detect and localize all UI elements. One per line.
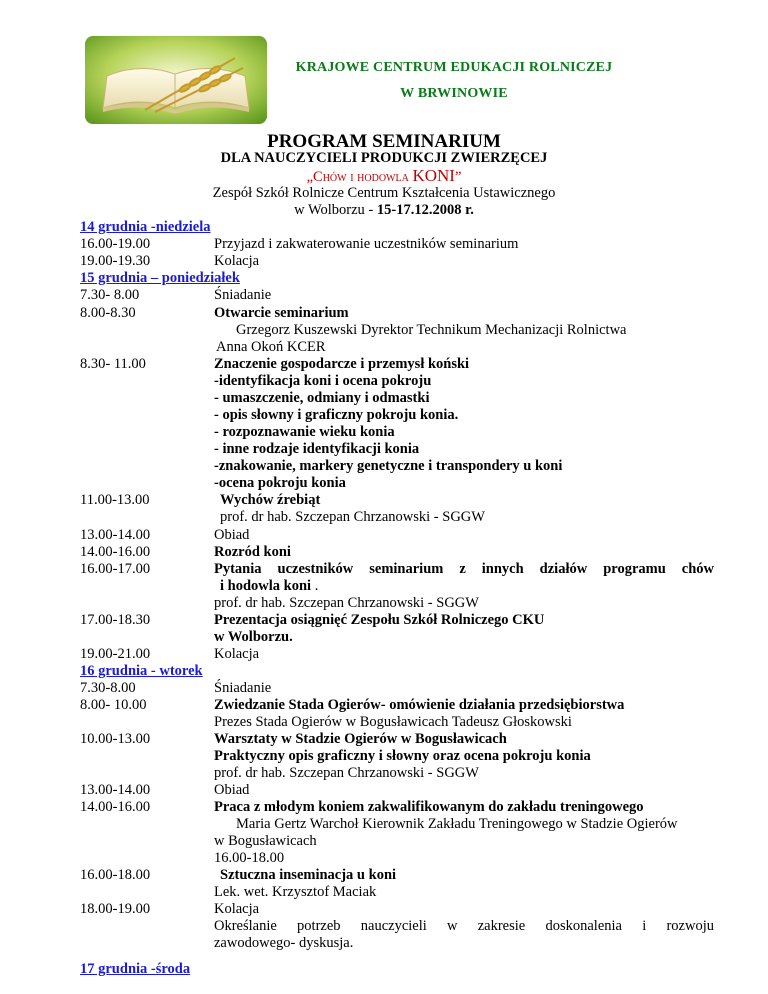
day-heading[interactable]: 15 grudnia – poniedziałek [80,270,240,286]
schedule-row: 10.00-13.00 Warsztaty w Stadzie Ogierów w Bogusławicach [80,731,507,747]
topic-open-quote: „ [306,169,314,185]
seminar-dates: 15-17.12.2008 r. [376,202,474,218]
schedule-row: prof. dr hab. Szczepan Chrzanowski - SGGW [220,509,485,525]
schedule-row: 18.00-19.00 Kolacja [80,901,260,917]
schedule-row: - umaszczenie, odmiany i odmastki [214,390,430,406]
schedule-row: 11.00-13.00 Wychów źrebiąt [80,492,321,508]
schedule-row: Anna Okoń KCER [216,339,326,355]
topic-close-quote: ” [454,169,462,185]
schedule-row: Prezes Stada Ogierów w Bogusławicach Tadeusz Głoskowski [214,714,572,730]
schedule-row: 16.00-17.00 [80,561,151,577]
schedule-row: 16.00-19.00 Przyjazd i zakwaterowanie uczestników seminarium [80,236,519,252]
day-heading[interactable]: 17 grudnia -środa [80,961,191,977]
schedule-row: w Wolborzu. [214,629,293,645]
schedule-row: 8.00- 10.00 Zwiedzanie Stada Ogierów- omówienie działania przedsiębiorstwa [80,697,625,713]
schedule-row: -ocena pokroju konia [214,475,346,491]
day-heading[interactable]: 14 grudnia -niedziela [80,219,211,235]
host-school: Zespół Szkół Rolnicze Centrum Kształcenia Ustawicznego [212,185,556,201]
schedule-row: 7.30- 8.00 Śniadanie [80,287,272,303]
schedule-row: - inne rodzaje identyfikacji konia [214,441,420,457]
schedule-row: Grzegorz Kuszewski Dyrektor Technikum Mechanizacji Rolnictwa [236,322,627,338]
schedule-row: 13.00-14.00 Obiad [80,527,250,543]
schedule-row: Lek. wet. Krzysztof Maciak [214,884,377,900]
kcer-logo [85,36,267,124]
org-name: KRAJOWE CENTRUM EDUKACJI ROLNICZEJ [295,60,613,75]
day-heading[interactable]: 16 grudnia - wtorek [80,663,203,679]
schedule-row: 14.00-16.00 Rozród koni [80,544,291,560]
schedule-row: i hodowla koni . [220,578,319,594]
schedule-row-text: Pytania uczestników seminarium z innych działów programu chów [214,561,714,577]
org-location: W BRWINOWIE [400,86,508,101]
topic-highlight: KONI [412,166,455,185]
schedule-row: 16.00-18.00 [214,850,285,866]
topic-text: Chów i hodowla [313,169,413,185]
schedule-row: -znakowanie, markery genetyczne i transpondery u koni [214,458,563,474]
schedule-row: 14.00-16.00 Praca z młodym koniem zakwalifikowanym do zakładu treningowego [80,799,644,815]
document-title: PROGRAM SEMINARIUM [267,131,501,152]
schedule-row-text: Określanie potrzeb nauczycieli w zakresie doskonalenia i rozwoju [214,918,714,934]
schedule-row: 8.00-8.30 Otwarcie seminarium [80,305,349,321]
schedule-row: -identyfikacja koni i ocena pokroju [214,373,432,389]
schedule-row: 17.00-18.30 Prezentacja osiągnięć Zespołu Szkół Rolniczego CKU [80,612,545,628]
schedule-row: 13.00-14.00 Obiad [80,782,250,798]
schedule-row: 8.30- 11.00 Znaczenie gospodarcze i przemysł koński [80,356,470,372]
schedule-row: - opis słowny i graficzny pokroju konia. [214,407,459,423]
document-subtitle: DLA NAUCZYCIELI PRODUKCJI ZWIERZĘCEJ [220,150,548,166]
schedule-row: 7.30-8.00 Śniadanie [80,680,272,696]
seminar-place [0,202,768,219]
schedule-row: Maria Gertz Warchoł Kierownik Zakładu Treningowego w Stadzie Ogierów [236,816,678,832]
schedule-row: w Bogusławicach [214,833,317,849]
seminar-topic [0,166,768,186]
schedule-row: prof. dr hab. Szczepan Chrzanowski - SGGW [214,595,479,611]
schedule-row: Praktyczny opis graficzny i słowny oraz ocena pokroju konia [214,748,591,764]
schedule-row: 19.00-21.00 Kolacja [80,646,260,662]
place-prefix: w Wolborzu - [294,202,377,218]
schedule-row: prof. dr hab. Szczepan Chrzanowski - SGGW [214,765,479,781]
schedule-row: 16.00-18.00 Sztuczna inseminacja u koni [80,867,397,883]
schedule-row: - rozpoznawanie wieku konia [214,424,395,440]
schedule-row: 19.00-19.30 Kolacja [80,253,260,269]
schedule-row: zawodowego- dyskusja. [214,935,354,951]
